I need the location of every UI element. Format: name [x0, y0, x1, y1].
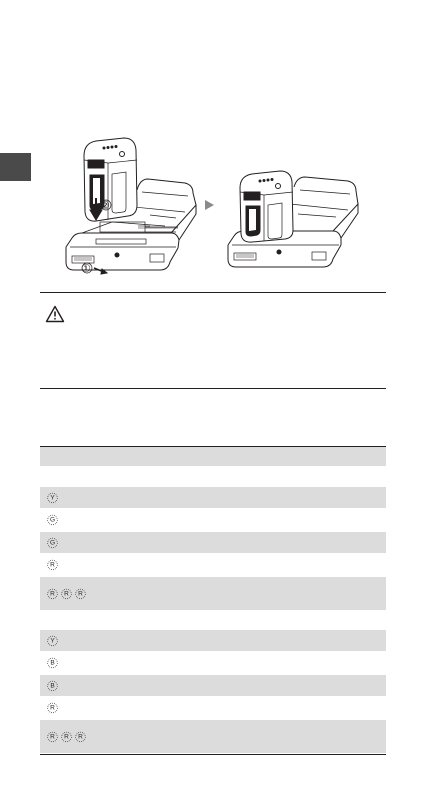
led-indicator-icon: R — [75, 731, 86, 742]
led-indicator-icon: B — [47, 658, 58, 669]
led-indicator-group — [47, 515, 61, 526]
led-indicator-icon: R — [61, 588, 72, 599]
led-indicator-group — [47, 537, 61, 548]
led-indicator-icon: R — [47, 560, 58, 571]
table-row — [40, 577, 386, 610]
led-indicator-group — [47, 560, 61, 571]
led-indicator-icon: R — [47, 703, 58, 714]
table-row — [40, 532, 386, 553]
led-indicator-icon: R — [47, 588, 58, 599]
table-row — [40, 653, 386, 673]
table-row — [40, 510, 386, 530]
table-header-row — [40, 447, 386, 466]
led-indicator-group — [47, 703, 61, 714]
table-row — [40, 487, 386, 508]
charging-hub-illustration — [0, 0, 425, 290]
led-indicator-icon: R — [61, 731, 72, 742]
led-indicator-group — [47, 731, 89, 742]
led-indicator-icon: B — [47, 680, 58, 691]
table-row — [40, 675, 386, 696]
led-indicator-group — [47, 680, 61, 691]
table-row — [40, 555, 386, 575]
warning-triangle-icon — [45, 305, 65, 323]
led-indicator-group — [47, 658, 61, 669]
table-bottom-rule — [40, 754, 386, 755]
table-row — [40, 698, 386, 718]
warning-top-rule — [40, 292, 386, 293]
led-indicator-group — [47, 492, 61, 503]
step-1-marker: ① — [81, 262, 91, 275]
led-indicator-icon: Y — [47, 635, 58, 646]
led-indicator-icon: R — [75, 588, 86, 599]
led-indicator-group — [47, 588, 89, 599]
led-indicator-icon: G — [47, 537, 58, 548]
table-row — [40, 630, 386, 651]
led-indicator-group — [47, 635, 61, 646]
led-indicator-icon: G — [47, 515, 58, 526]
table-row — [40, 720, 386, 753]
led-indicator-icon: Y — [47, 492, 58, 503]
led-indicator-icon: R — [47, 731, 58, 742]
step-2-marker: ② — [100, 199, 110, 212]
warning-bottom-rule — [40, 388, 386, 389]
